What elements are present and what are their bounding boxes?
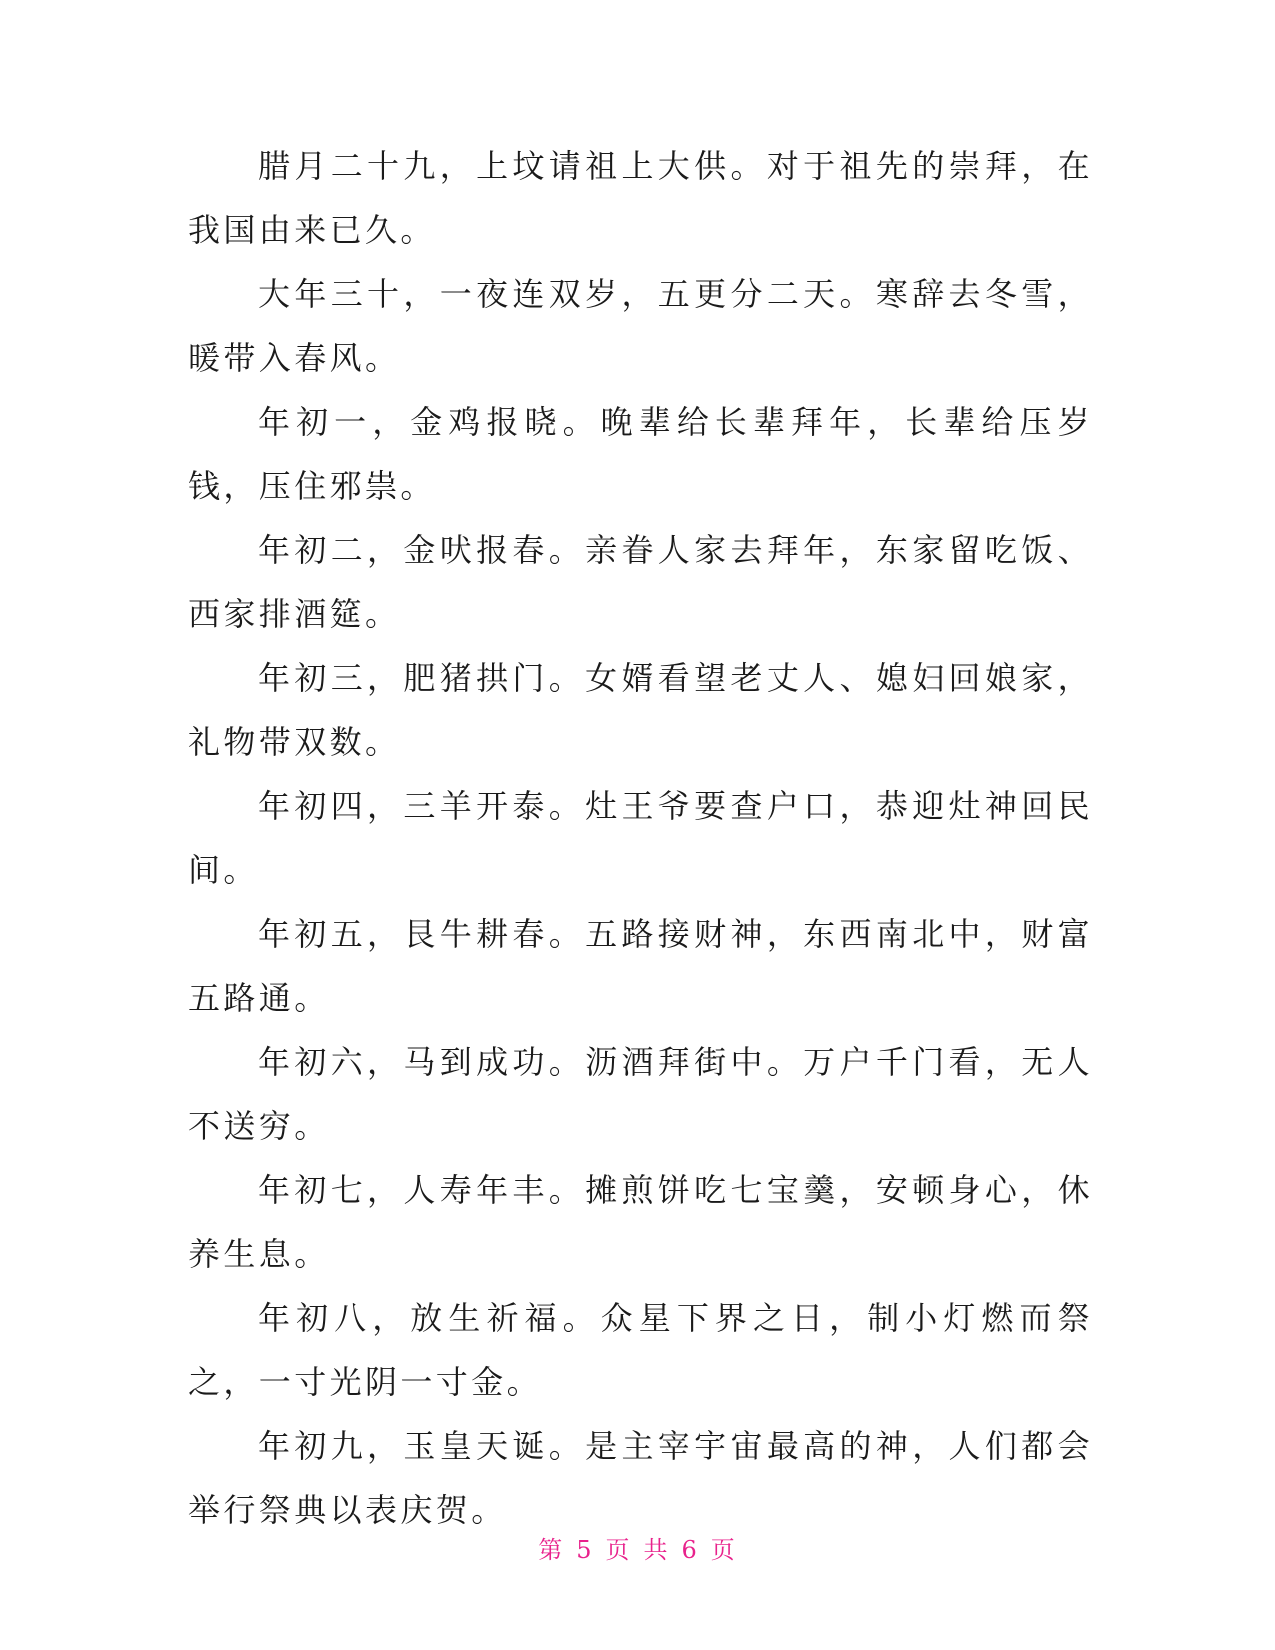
- page-label-mid: 页: [605, 1536, 632, 1564]
- paragraph-8: 年初六，马到成功。沥酒拜街中。万户千门看，无人不送穷。: [188, 1043, 1093, 1145]
- paragraph-1: 腊月二十九，上坟请祖上大供。对于祖先的崇拜，在我国由来已久。: [188, 147, 1093, 249]
- paragraph-9: 年初七，人寿年丰。摊煎饼吃七宝羹，安顿身心，休养生息。: [188, 1171, 1093, 1273]
- current-page-number: 5: [576, 1536, 594, 1564]
- paragraph-7: 年初五，艮牛耕春。五路接财神，东西南北中，财富五路通。: [188, 915, 1093, 1017]
- page-label-suffix: 页: [710, 1536, 737, 1564]
- paragraph-4: 年初二，金吠报春。亲眷人家去拜年，东家留吃饭、西家排酒筵。: [188, 531, 1093, 633]
- paragraph-10: 年初八，放生祈福。众星下界之日，制小灯燃而祭之，一寸光阴一寸金。: [188, 1299, 1093, 1401]
- paragraph-5: 年初三，肥猪拱门。女婿看望老丈人、媳妇回娘家，礼物带双数。: [188, 659, 1093, 761]
- document-body: [188, 134, 1093, 1542]
- paragraph-3: 年初一，金鸡报晓。晚辈给长辈拜年，长辈给压岁钱，压住邪祟。: [188, 403, 1093, 505]
- total-label: 共: [643, 1536, 670, 1564]
- total-pages-number: 6: [681, 1536, 699, 1564]
- paragraph-11: 年初九，玉皇天诞。是主宰宇宙最高的神，人们都会举行祭典以表庆贺。: [188, 1427, 1093, 1529]
- page-label-prefix: 第: [538, 1536, 565, 1564]
- page-number-footer: [0, 1530, 1275, 1565]
- paragraph-2: 大年三十，一夜连双岁，五更分二天。寒辞去冬雪，暖带入春风。: [188, 275, 1093, 377]
- paragraph-6: 年初四，三羊开泰。灶王爷要查户口，恭迎灶神回民间。: [188, 787, 1093, 889]
